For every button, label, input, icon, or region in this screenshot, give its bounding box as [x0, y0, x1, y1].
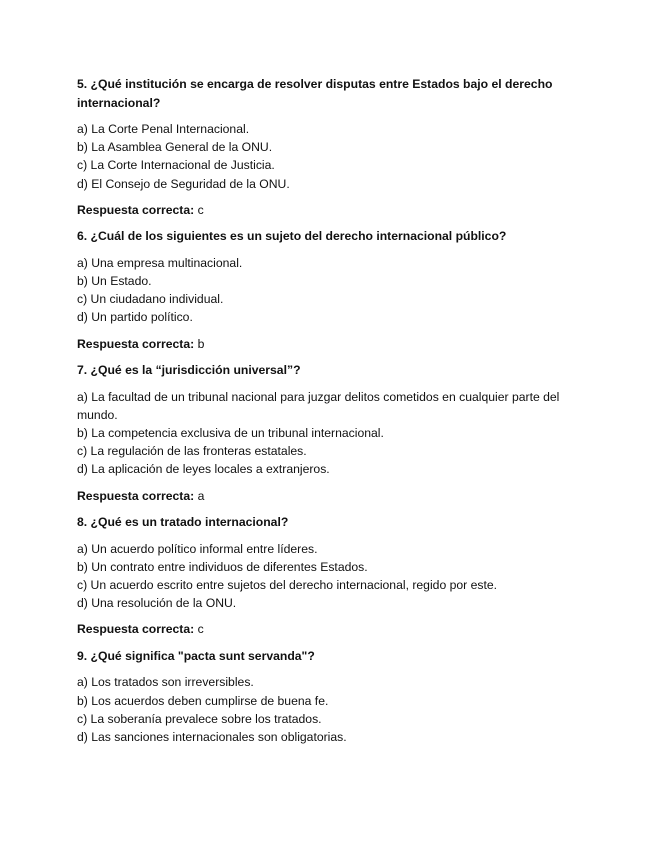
question-block-7 [77, 361, 582, 505]
answer-label: Respuesta correcta: [77, 336, 195, 351]
option-c: c) La soberanía prevalece sobre los tratados. [77, 711, 322, 726]
question-text: 5. ¿Qué institución se encarga de resolver disputas entre Estados bajo el derecho internacional? [77, 77, 553, 110]
answer-label: Respuesta correcta: [77, 488, 195, 503]
option-d: d) El Consejo de Seguridad de la ONU. [77, 176, 290, 191]
options-list [77, 388, 582, 479]
question-text: 7. ¿Qué es la “jurisdicción universal”? [77, 363, 301, 378]
answer-value: b [194, 336, 205, 351]
option-b: b) La Asamblea General de la ONU. [77, 140, 273, 155]
option-a: a) Un acuerdo político informal entre líderes. [77, 541, 318, 556]
option-a: a) Los tratados son irreversibles. [77, 675, 254, 690]
option-b: b) Un Estado. [77, 274, 152, 289]
correct-answer [77, 201, 582, 220]
correct-answer [77, 487, 582, 506]
option-d: d) Una resolución de la ONU. [77, 596, 237, 611]
question-text: 9. ¿Qué significa "pacta sunt servanda"? [77, 648, 315, 663]
correct-answer [77, 620, 582, 639]
question-block-9 [77, 647, 582, 746]
option-c: c) La Corte Internacional de Justicia. [77, 158, 275, 173]
document-page [77, 75, 582, 746]
options-list [77, 120, 582, 193]
option-d: d) La aplicación de leyes locales a extranjeros. [77, 462, 330, 477]
question-text: 8. ¿Qué es un tratado internacional? [77, 515, 289, 530]
option-c: c) Un acuerdo escrito entre sujetos del derecho internacional, regido por este. [77, 578, 498, 593]
question-block-6 [77, 227, 582, 353]
answer-label: Respuesta correcta: [77, 622, 195, 637]
option-a: a) La facultad de un tribunal nacional para juzgar delitos cometidos en cualquier parte del mundo. [77, 389, 560, 422]
question-block-5 [77, 75, 582, 219]
answer-value: c [194, 202, 204, 217]
option-d: d) Un partido político. [77, 310, 193, 325]
options-list [77, 673, 582, 746]
answer-value: c [194, 622, 204, 637]
options-list [77, 540, 582, 613]
answer-value: a [194, 488, 205, 503]
option-d: d) Las sanciones internacionales son obligatorias. [77, 730, 347, 745]
option-c: c) Un ciudadano individual. [77, 292, 224, 307]
option-a: a) La Corte Penal Internacional. [77, 122, 250, 136]
question-text: 6. ¿Cuál de los siguientes es un sujeto del derecho internacional público? [77, 229, 507, 244]
option-b: b) Los acuerdos deben cumplirse de buena fe. [77, 693, 329, 708]
option-a: a) Una empresa multinacional. [77, 255, 243, 270]
answer-label: Respuesta correcta: [77, 202, 195, 217]
options-list [77, 254, 582, 327]
correct-answer [77, 335, 582, 354]
option-b: b) Un contrato entre individuos de diferentes Estados. [77, 559, 368, 574]
question-block-8 [77, 513, 582, 639]
option-b: b) La competencia exclusiva de un tribunal internacional. [77, 426, 384, 441]
option-c: c) La regulación de las fronteras estatales. [77, 444, 307, 459]
